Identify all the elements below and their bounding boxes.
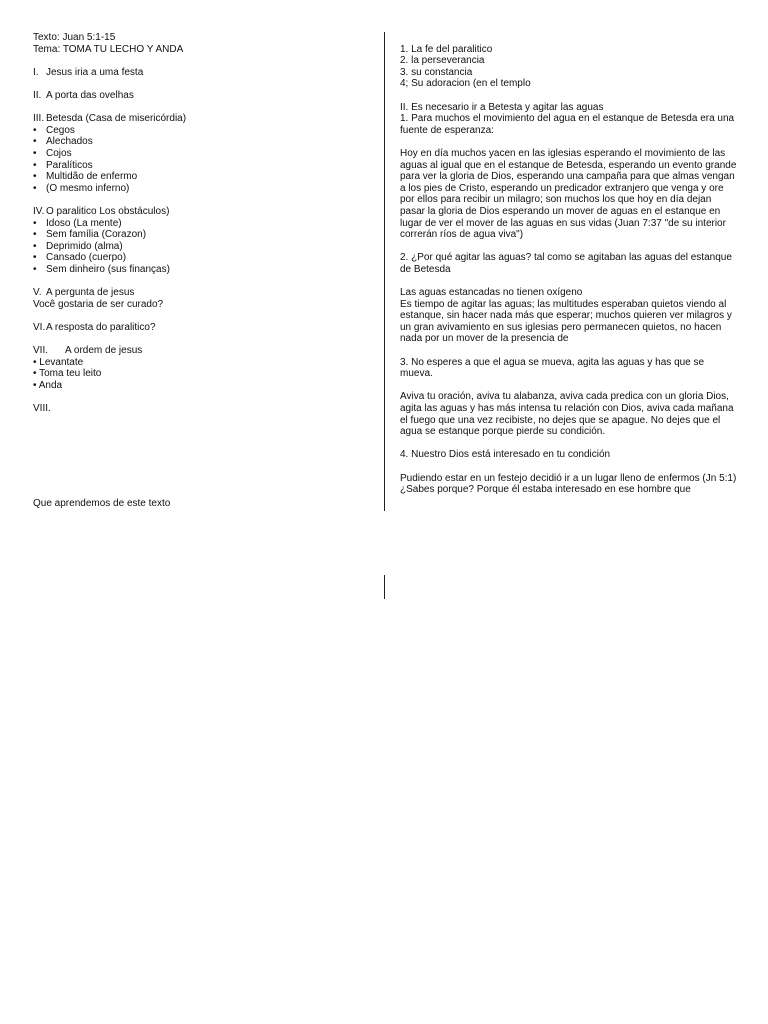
section-2-number: II. [33,89,42,101]
section-6-title: A resposta do paralitico? [46,321,156,333]
list-item: • Cegos [33,124,75,136]
list-item: • Idoso (La mente) [33,217,122,229]
paragraph: 3. No esperes a que el agua se mueva, agita las aguas y has que se mueva. [400,356,705,380]
list-item: • Alechados [33,136,93,148]
list-item: • Sem dinheiro (sus finanças) [33,263,170,275]
paragraph-heading: Las aguas estancadas no tienen oxígeno [400,287,583,299]
section-7-number: VII. [33,345,49,357]
faith-points-list [400,44,738,90]
section-2-title: A porta das ovelhas [46,89,134,101]
paragraph: 2. ¿Por qué agitar las aguas? tal como se agitaban las aguas del estanque de Betesda [400,252,732,275]
list-item: • Paralíticos [33,159,93,171]
list-item: • Levantate [33,356,84,368]
section-3-heading [33,113,363,125]
paragraph: 4. Nuestro Dios está interesado en tu condición [400,449,611,461]
list-item: 4; Su adoracion (en el templo [400,78,531,90]
list-item: • Deprimido (alma) [33,240,123,252]
section-5-title: A pergunta de jesus [46,287,135,299]
section-2-heading [33,90,363,102]
section-8-number: VIII. [33,403,51,414]
list-item: • Cojos [33,147,72,159]
section-3-number: III. [33,113,45,125]
section-1-title: Jesus iria a uma festa [46,66,144,78]
section-7-heading [33,345,363,357]
sermon-theme: Tema: TOMA TU LECHO Y ANDA [33,43,184,55]
section-4-heading [33,206,363,218]
column-divider [384,32,385,511]
section-5-question: Você gostaria de ser curado? [33,298,164,310]
paragraph: Aviva tu oración, aviva tu alabanza, aviva cada predica con un gloria Dios, agita las aguas y has más intensa tu relación con Dios, aviva cada mañana el fuego que una vez recibiste, no dejes que se apague. No dejes que el agua se estanque porque pierde su condición. [400,391,734,438]
section-7-title: A ordem de jesus [65,345,143,357]
list-item: • Cansado (cuerpo) [33,252,127,264]
list-item: 1. La fe del paralitico [400,43,493,55]
list-item: 2. la perseverancia [400,55,485,67]
list-item: • Anda [33,379,63,391]
section-8-heading [33,403,363,415]
section-1-number: I. [33,66,39,78]
list-item: • Sem família (Corazon) [33,229,147,241]
right-column [400,32,738,496]
left-column [33,32,363,415]
section-5-number: V. [33,287,42,299]
section-3-title: Betesda (Casa de misericórdia) [46,113,187,125]
section-4-title: O paralitico Los obstáculos) [46,205,170,217]
column-divider-lower [384,575,385,599]
section-4-list [33,218,363,276]
list-item: • Multidão de enfermo [33,171,138,183]
paragraph: Pudiendo estar en un festejo decidió ir a un lugar lleno de enfermos (Jn 5:1) ¿Sabes porque? Porque él estaba interesado en ese hombre que [400,472,737,496]
section-3-list [33,125,363,195]
list-item: • (O mesmo inferno) [33,182,130,194]
section-1-heading [33,67,363,79]
paragraph: 1. Para muchos el movimiento del agua en el estanque de Betesda era una fuente de esperanza: [400,113,735,136]
section-5-heading [33,287,363,299]
list-item: 3. su constancia [400,66,473,78]
scripture-reference: Texto: Juan 5:1-15 [33,32,116,43]
section-4-number: IV. [33,205,45,217]
paragraph: Hoy en día muchos yacen en las iglesias esperando el movimiento de las aguas al igual que en el estanque de Betesda, esperando un evento grande para ver la gloria de Dios, esperando una campaña para que almas vengan a los pies de Cristo, esperando un predicador extranjero que venga y ore por ellos para recibir un milagro; son muchos los que hoy en día dejan pasar la gloria de Dios esperando un mover de aguas en el estanque en lugar de ver el mover de las aguas en sus vidas (Juan 7:37 "de su interior correrán ríos de agua viva") [400,147,737,241]
closing-question: Que aprendemos de este texto [33,498,171,509]
paragraph: Es tiempo de agitar las aguas; las multitudes esperaban quietos viendo al estanque, sin hacer nada más que esperar; muchos quieren ver milagros y un gran avivamiento en sus iglesias pero permanecen quietos, no hacen nada por un mover de la presencia de [400,298,732,345]
section-2-title-right: II. Es necesario ir a Betesta y agitar las aguas [400,101,604,113]
section-6-heading [33,322,363,334]
list-item: • Toma teu leito [33,368,102,380]
section-6-number: VI. [33,321,46,333]
section-7-list [33,357,363,392]
